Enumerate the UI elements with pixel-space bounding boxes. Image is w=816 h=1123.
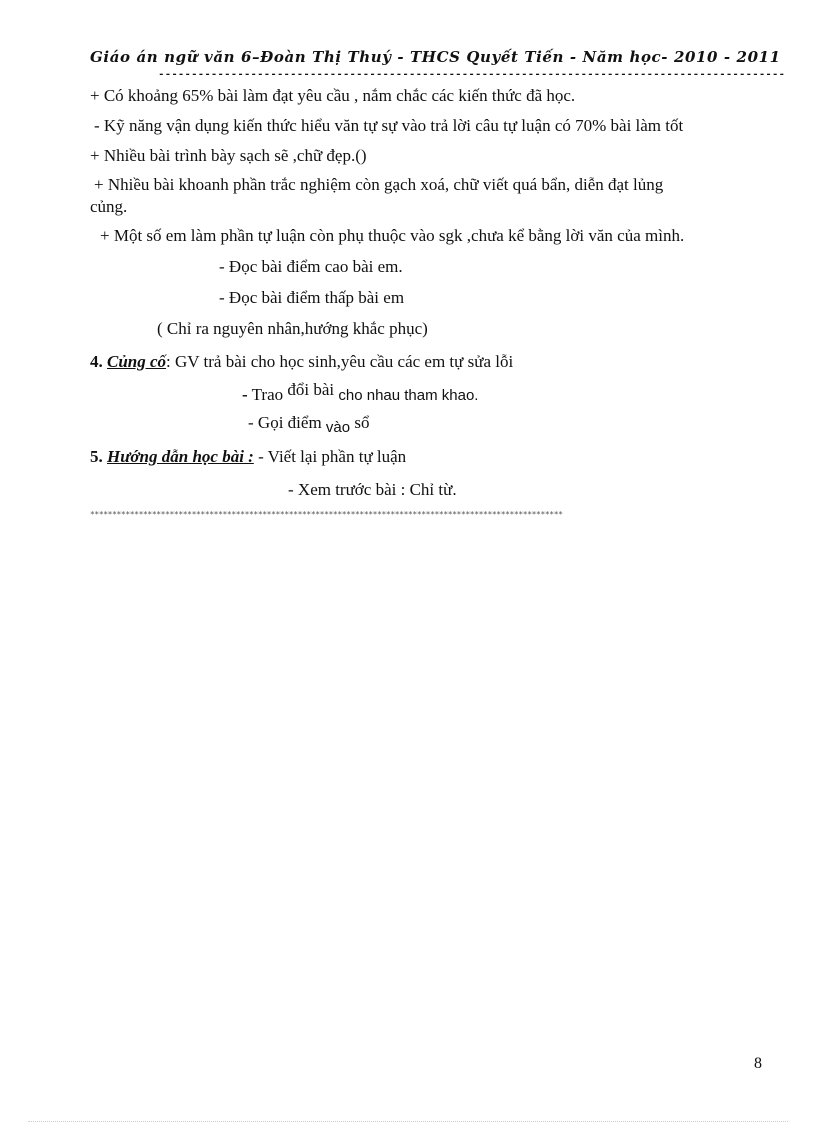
- section-5-item-preview: - Xem trước bài : Chỉ từ.: [288, 480, 457, 499]
- dash-bullet: -: [248, 413, 254, 432]
- paragraph-result-65: + Có khoảng 65% bài làm đạt yêu cầu , nắm chắc các kiến thức đã học.: [90, 86, 576, 105]
- section-5-heading: [90, 446, 406, 468]
- paragraph-erasing-line2: củng.: [90, 197, 128, 216]
- paragraph-causes: ( Chỉ ra nguyên nhân,hướng khắc phục): [157, 319, 428, 338]
- section-5-number: 5.: [90, 447, 103, 466]
- document-header: Giáo án ngữ văn 6–Đoàn Thị Thuý - THCS Quyết Tiến - Năm học- 2010 - 2011: [90, 48, 781, 66]
- paragraph-presentation: + Nhiều bài trình bày sạch sẽ ,chữ đẹp.(): [90, 146, 367, 165]
- paragraph-skill-70: - Kỹ năng vận dụng kiến thức hiểu văn tự sự vào trả lời câu tự luận có 70% bài làm tốt: [94, 116, 684, 135]
- section-4-heading: [90, 351, 513, 373]
- dash-bullet: -: [242, 385, 248, 404]
- item-text-part: Trao: [251, 385, 284, 404]
- item-text-part: vào: [325, 419, 351, 436]
- star-separator: ***********************************************************************************************************: [90, 510, 563, 519]
- section-4-item-exchange: [242, 380, 479, 407]
- item-text-part: cho nhau tham khao.: [338, 387, 479, 404]
- item-text-part: Gọi điểm: [257, 413, 322, 432]
- paragraph-erasing-line1: + Nhiều bài khoanh phần trắc nghiệm còn gạch xoá, chữ viết quá bẩn, diễn đạt lủng: [94, 175, 664, 194]
- paragraph-dependence: + Một số em làm phần tự luận còn phụ thuộc vào sgk ,chưa kể bằng lời văn của mình.: [100, 226, 685, 245]
- item-text-part: đổi bài: [287, 380, 335, 399]
- section-4-text: : GV trả bài cho học sinh,yêu cầu các em tự sửa lỗi: [166, 352, 514, 371]
- header-dash-rule: -----------------------------------------------------------------------------------------------: [158, 69, 786, 81]
- item-text-part: sổ: [354, 413, 370, 432]
- section-5-title: Hướng dẫn học bài :: [107, 447, 254, 466]
- page-number: 8: [754, 1055, 762, 1072]
- section-5-item-rewrite: - Viết lại phần tự luận: [258, 447, 407, 466]
- list-item-read-high: - Đọc bài điểm cao bài em.: [219, 257, 403, 276]
- footer-divider: [28, 1121, 788, 1122]
- section-4-title: Củng cố: [107, 352, 167, 371]
- section-4-number: 4.: [90, 352, 103, 371]
- section-4-item-score: [248, 412, 369, 435]
- list-item-read-low: - Đọc bài điểm thấp bài em: [219, 288, 405, 307]
